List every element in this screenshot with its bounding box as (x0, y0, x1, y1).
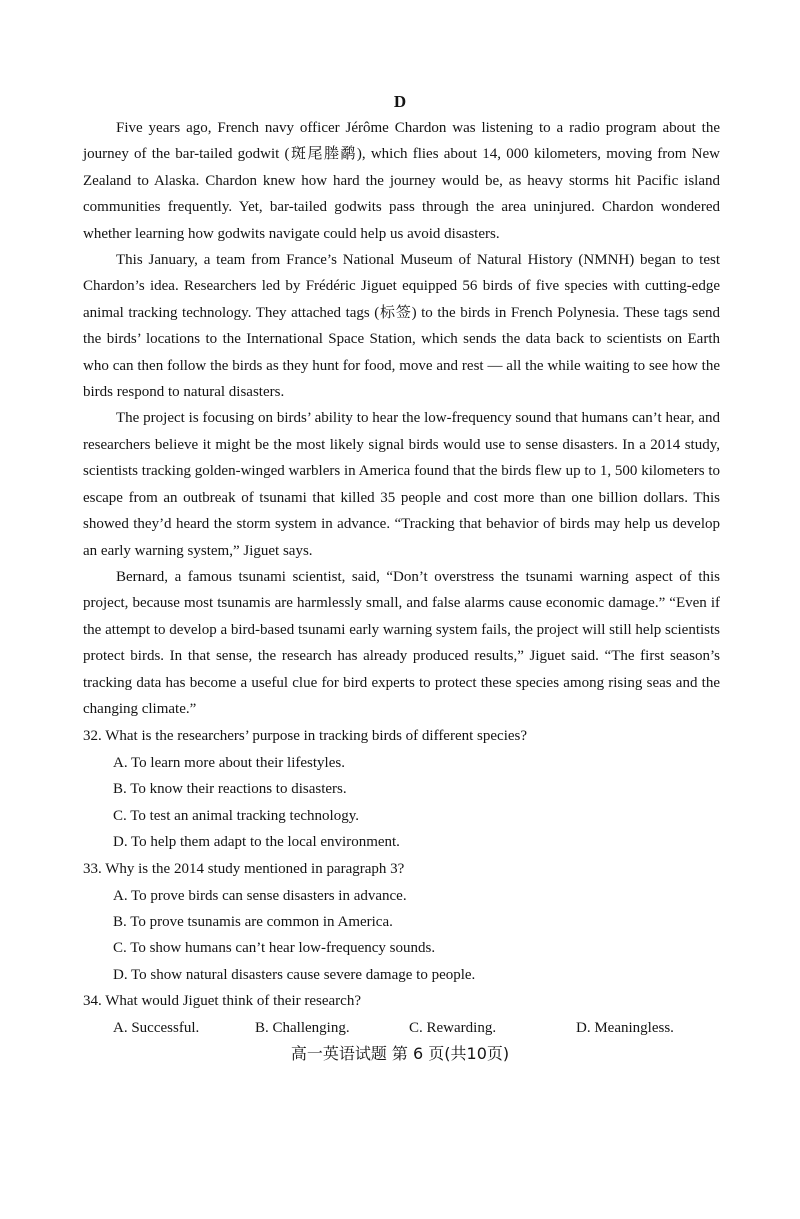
option-b[interactable]: B. To prove tsunamis are common in America. (113, 913, 393, 930)
option-d[interactable]: D. To show natural disasters cause severe damage to people. (113, 966, 476, 983)
option-a[interactable]: A. To learn more about their lifestyles. (113, 755, 345, 771)
question-33 (83, 856, 720, 989)
option-b[interactable]: B. To know their reactions to disasters. (113, 781, 347, 798)
paragraph-2: This January, a team from France’s National Museum of Natural History (NMNH) began to test Chardon’s idea. Researchers led by Frédéric Jiguet equipped 56 birds of five species with cutting-edge animal tracking technology. They attached tags (标签) to the birds in French Polynesia. These tags send the birds’ locations to the International Space Station, which sends the data back to scientists on Earth who can then follow the birds as they hunt for food, move and rest — all the while waiting to see how the birds respond to natural disasters. (83, 252, 720, 401)
question-stem: 32. What is the researchers’ purpose in tracking birds of different species? (83, 728, 528, 744)
reading-passage (83, 115, 720, 722)
option-a[interactable]: A. Successful. (113, 1020, 200, 1037)
question-stem: 33. Why is the 2014 study mentioned in paragraph 3? (83, 860, 405, 877)
option-c[interactable]: C. To show humans can’t hear low-frequency sounds. (113, 940, 436, 957)
option-d[interactable]: D. To help them adapt to the local environment. (113, 834, 400, 851)
paragraph-4: Bernard, a famous tsunami scientist, said, “Don’t overstress the tsunami warning aspect of this project, because most tsunamis are harmlessly small, and false alarms cause economic damage.” “Even if the attempt to develop a bird-based tsunami early warning system fails, the project will still help scientists protect birds. In that sense, the research has already produced results,” Jiguet said. “The first season’s tracking data has become a useful clue for bird experts to protect these species among rising seas and the changing climate.” (83, 568, 720, 717)
question-34 (83, 988, 720, 1042)
option-c[interactable]: C. To test an animal tracking technology. (113, 807, 359, 824)
option-c[interactable]: C. Rewarding. (409, 1020, 497, 1037)
option-b[interactable]: B. Challenging. (255, 1020, 350, 1037)
page-footer: 高一英语试题 第 6 页(共10页) (290, 1044, 510, 1063)
question-32 (83, 723, 720, 856)
option-row (83, 1015, 720, 1042)
option-d[interactable]: D. Meaningless. (576, 1020, 674, 1037)
section-heading: D (393, 92, 407, 111)
option-a[interactable]: A. To prove birds can sense disasters in advance. (113, 887, 407, 904)
paragraph-3: The project is focusing on birds’ ability to hear the low-frequency sound that humans can’t hear, and researchers believe it might be the most likely signal birds would use to sense disasters. In a 2014 study, scientists tracking golden-winged warblers in America found that the birds flew up to 1, 500 kilometers to escape from an outbreak of tsunami that killed 35 people and cost more than one billion dollars. This showed they’d heard the storm system in advance. “Tracking that behavior of birds may help us develop an early warning system,” Jiguet says. (83, 410, 720, 559)
paragraph-1: Five years ago, French navy officer Jérôme Chardon was listening to a radio program about the journey of the bar-tailed godwit (斑尾塍鹬), which flies about 14, 000 kilometers, moving from New Zealand to Alaska. Chardon knew how hard the journey would be, as heavy storms hit Pacific island communities frequently. Yet, bar-tailed godwits pass through the area uninjured. Chardon wondered whether learning how godwits navigate could help us avoid disasters. (83, 120, 720, 242)
question-list (83, 723, 720, 1042)
question-stem: 34. What would Jiguet think of their research? (83, 993, 361, 1010)
